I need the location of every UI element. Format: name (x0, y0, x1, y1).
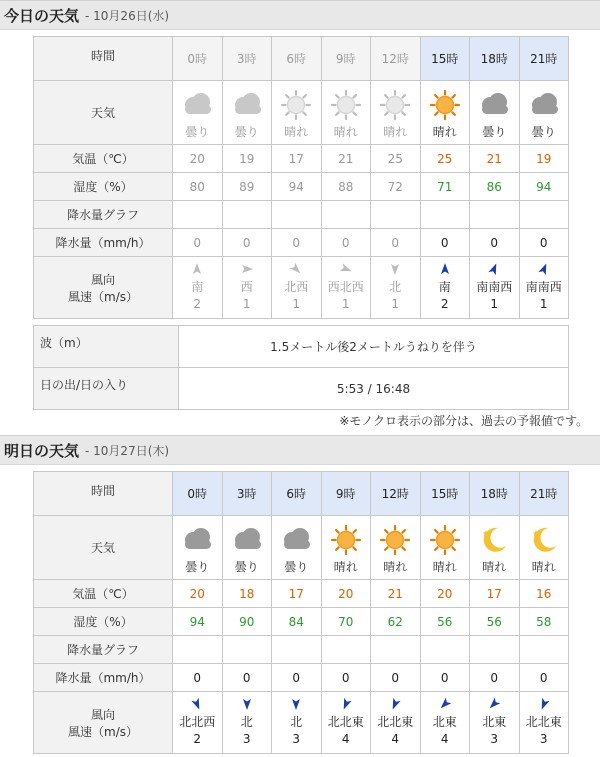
wind-speed: 1 (292, 297, 301, 311)
temp-cell: 21 (371, 580, 421, 608)
hour-cell: 12時 (371, 37, 421, 81)
cloud-icon (476, 89, 512, 121)
wind-dir-label: 風向 (90, 272, 115, 287)
rain-cell: 0 (173, 229, 223, 257)
humidity-cell: 89 (222, 173, 272, 201)
row-label-wind (34, 692, 173, 754)
wind-speed: 2 (440, 297, 449, 311)
wind-direction: 北北西 (179, 715, 216, 729)
humidity-cell: 56 (420, 608, 470, 636)
sun-label: 日の出/日の入り (34, 368, 179, 410)
wind-speed-label: 風速（m/s） (68, 724, 138, 739)
weather-cell (420, 516, 470, 580)
rain-cell: 0 (321, 664, 371, 692)
wind-arrow-icon (190, 698, 204, 710)
wind-direction: 南南西 (525, 280, 562, 294)
weather-cell (371, 516, 421, 580)
weather-text: 曇り (234, 560, 259, 574)
wind-cell (470, 692, 520, 754)
rain-graph-cell (519, 201, 569, 229)
wind-cell (173, 257, 223, 319)
weather-cell (321, 81, 371, 145)
sun-icon (427, 89, 463, 121)
weather-text: 晴れ (284, 125, 309, 139)
rain-graph-cell (173, 636, 223, 664)
wind-cell (519, 257, 569, 319)
temp-cell: 20 (173, 145, 223, 173)
weather-text: 曇り (185, 560, 210, 574)
humidity-cell: 72 (371, 173, 421, 201)
cloud-icon (179, 524, 215, 556)
wind-cell (222, 692, 272, 754)
temp-cell: 21 (470, 145, 520, 173)
wind-speed: 1 (341, 297, 350, 311)
row-label-temp: 気温（℃） (34, 580, 173, 608)
rain-cell: 0 (519, 664, 569, 692)
wind-cell (470, 257, 520, 319)
sun-icon (377, 524, 413, 556)
tomorrow-date: - 10月27日(木) (85, 443, 170, 458)
rain-graph-cell (420, 201, 470, 229)
rain-cell: 0 (222, 664, 272, 692)
temp-cell: 17 (272, 145, 322, 173)
humidity-cell: 84 (272, 608, 322, 636)
sun-icon (328, 89, 364, 121)
wind-direction: 南 (191, 280, 204, 294)
rain-cell: 0 (173, 664, 223, 692)
wind-arrow-icon (289, 263, 303, 275)
sun-icon (427, 524, 463, 556)
wind-arrow-icon (487, 698, 501, 710)
humidity-cell: 94 (272, 173, 322, 201)
row-label-time: 時間 (34, 472, 173, 516)
rain-graph-cell (222, 201, 272, 229)
weather-text: 晴れ (432, 560, 457, 574)
past-forecast-note: ※モノクロ表示の部分は、過去の予報値です。 (339, 414, 588, 428)
sun-value: 5:53 / 16:48 (179, 368, 569, 410)
hour-cell: 3時 (222, 37, 272, 81)
wind-arrow-icon (537, 263, 551, 275)
today-forecast-table (33, 36, 569, 319)
temp-cell: 20 (173, 580, 223, 608)
wind-arrow-icon (438, 263, 452, 275)
wind-arrow-icon (240, 263, 254, 275)
hour-cell: 18時 (470, 472, 520, 516)
rain-graph-cell (272, 201, 322, 229)
wind-arrow-icon (190, 263, 204, 275)
wind-direction: 北 (290, 715, 303, 729)
humidity-cell: 80 (173, 173, 223, 201)
wind-arrow-icon (339, 263, 353, 275)
sun-icon (377, 89, 413, 121)
cloud-icon (526, 89, 562, 121)
today-title: 今日の天気 (4, 6, 80, 25)
wind-direction: 北北東 (525, 715, 562, 729)
temp-cell: 21 (321, 145, 371, 173)
wind-cell (371, 257, 421, 319)
weather-cell (519, 81, 569, 145)
weather-cell (420, 81, 470, 145)
wind-cell (321, 257, 371, 319)
weather-text: 曇り (284, 560, 309, 574)
hour-cell: 12時 (371, 472, 421, 516)
rain-graph-cell (222, 636, 272, 664)
row-label-weather: 天気 (34, 81, 173, 145)
wind-cell (222, 257, 272, 319)
wind-speed: 1 (490, 297, 499, 311)
row-label-rain: 降水量（mm/h） (34, 664, 173, 692)
humidity-cell: 56 (470, 608, 520, 636)
cloud-icon (229, 524, 265, 556)
temp-cell: 17 (272, 580, 322, 608)
tomorrow-header (0, 435, 600, 465)
rain-graph-cell (371, 201, 421, 229)
wind-arrow-icon (537, 698, 551, 710)
wind-arrow-icon (487, 263, 501, 275)
rain-cell: 0 (371, 664, 421, 692)
weather-cell (519, 516, 569, 580)
wind-speed: 4 (440, 732, 449, 746)
weather-text: 曇り (185, 125, 210, 139)
weather-text: 晴れ (383, 125, 408, 139)
wind-arrow-icon (240, 698, 254, 710)
rain-cell: 0 (470, 664, 520, 692)
wind-direction: 北西 (284, 280, 309, 294)
cloud-icon (229, 89, 265, 121)
wind-direction: 北東 (432, 715, 457, 729)
weather-cell (470, 516, 520, 580)
rain-cell: 0 (321, 229, 371, 257)
hour-cell: 0時 (173, 472, 223, 516)
wind-speed: 1 (539, 297, 548, 311)
today-header (0, 0, 600, 30)
wind-cell (420, 257, 470, 319)
weather-cell (371, 81, 421, 145)
cloud-icon (278, 524, 314, 556)
wind-dir-label: 風向 (90, 707, 115, 722)
wind-speed: 2 (193, 732, 202, 746)
hour-cell: 15時 (420, 37, 470, 81)
weather-cell (173, 516, 223, 580)
wind-direction: 北北東 (327, 715, 364, 729)
weather-cell (222, 81, 272, 145)
humidity-cell: 88 (321, 173, 371, 201)
humidity-cell: 94 (519, 173, 569, 201)
wind-cell (371, 692, 421, 754)
rain-cell: 0 (272, 664, 322, 692)
row-label-rain-graph: 降水量グラフ (34, 636, 173, 664)
rain-cell: 0 (420, 664, 470, 692)
today-date: - 10月26日(水) (85, 8, 170, 23)
wind-arrow-icon (339, 698, 353, 710)
rain-cell: 0 (470, 229, 520, 257)
hour-cell: 3時 (222, 472, 272, 516)
tomorrow-forecast-table (33, 471, 569, 754)
weather-text: 曇り (234, 125, 259, 139)
humidity-cell: 90 (222, 608, 272, 636)
rain-cell: 0 (519, 229, 569, 257)
row-label-humidity: 湿度（%） (34, 608, 173, 636)
weather-cell (321, 516, 371, 580)
weather-text: 曇り (531, 125, 556, 139)
temp-cell: 17 (470, 580, 520, 608)
temp-cell: 25 (371, 145, 421, 173)
wind-speed: 3 (490, 732, 499, 746)
wave-label: 波（m） (34, 326, 179, 368)
weather-text: 晴れ (482, 560, 507, 574)
hour-cell: 0時 (173, 37, 223, 81)
weather-text: 晴れ (333, 560, 358, 574)
row-label-time: 時間 (34, 37, 173, 81)
wind-direction: 西北西 (327, 280, 364, 294)
wind-arrow-icon (438, 698, 452, 710)
humidity-cell: 58 (519, 608, 569, 636)
rain-graph-cell (173, 201, 223, 229)
weather-cell (222, 516, 272, 580)
hour-cell: 9時 (321, 472, 371, 516)
rain-graph-cell (321, 636, 371, 664)
temp-cell: 19 (519, 145, 569, 173)
rain-graph-cell (321, 201, 371, 229)
moon-icon (476, 524, 512, 556)
rain-cell: 0 (222, 229, 272, 257)
row-label-humidity: 湿度（%） (34, 173, 173, 201)
rain-graph-cell (470, 201, 520, 229)
wind-direction: 北 (389, 280, 402, 294)
wind-cell (272, 692, 322, 754)
tomorrow-title: 明日の天気 (4, 441, 80, 460)
wind-cell (519, 692, 569, 754)
wind-speed-label: 風速（m/s） (68, 289, 138, 304)
weather-cell (470, 81, 520, 145)
rain-graph-cell (519, 636, 569, 664)
rain-graph-cell (371, 636, 421, 664)
wind-cell (321, 692, 371, 754)
wind-direction: 北 (240, 715, 253, 729)
wind-speed: 1 (242, 297, 251, 311)
temp-cell: 25 (420, 145, 470, 173)
humidity-cell: 70 (321, 608, 371, 636)
hour-cell: 15時 (420, 472, 470, 516)
wind-arrow-icon (388, 263, 402, 275)
wind-speed: 3 (242, 732, 251, 746)
hour-cell: 21時 (519, 37, 569, 81)
row-label-temp: 気温（℃） (34, 145, 173, 173)
wind-speed: 3 (539, 732, 548, 746)
temp-cell: 20 (420, 580, 470, 608)
wind-cell (173, 692, 223, 754)
rain-graph-cell (420, 636, 470, 664)
hour-cell: 18時 (470, 37, 520, 81)
rain-graph-cell (272, 636, 322, 664)
wind-speed: 4 (391, 732, 400, 746)
hour-cell: 6時 (272, 37, 322, 81)
wind-arrow-icon (289, 698, 303, 710)
wind-speed: 3 (292, 732, 301, 746)
wind-direction: 北東 (482, 715, 507, 729)
wind-direction: 北北東 (377, 715, 414, 729)
hour-cell: 9時 (321, 37, 371, 81)
humidity-cell: 94 (173, 608, 223, 636)
sun-icon (328, 524, 364, 556)
weather-cell (272, 81, 322, 145)
wind-direction: 南南西 (476, 280, 513, 294)
moon-icon (526, 524, 562, 556)
temp-cell: 20 (321, 580, 371, 608)
wind-speed: 1 (391, 297, 400, 311)
humidity-cell: 86 (470, 173, 520, 201)
rain-cell: 0 (420, 229, 470, 257)
wave-value: 1.5メートル後2メートルうねりを伴う (179, 326, 569, 368)
rain-graph-cell (470, 636, 520, 664)
weather-cell (272, 516, 322, 580)
today-wave-table (33, 325, 569, 410)
hour-cell: 21時 (519, 472, 569, 516)
hour-cell: 6時 (272, 472, 322, 516)
weather-text: 晴れ (432, 125, 457, 139)
weather-text: 晴れ (333, 125, 358, 139)
temp-cell: 18 (222, 580, 272, 608)
wind-arrow-icon (388, 698, 402, 710)
cloud-icon (179, 89, 215, 121)
temp-cell: 16 (519, 580, 569, 608)
row-label-weather: 天気 (34, 516, 173, 580)
row-label-rain: 降水量（mm/h） (34, 229, 173, 257)
wind-direction: 南 (438, 280, 451, 294)
row-label-wind (34, 257, 173, 319)
rain-cell: 0 (371, 229, 421, 257)
weather-cell (173, 81, 223, 145)
weather-text: 晴れ (383, 560, 408, 574)
rain-cell: 0 (272, 229, 322, 257)
wind-speed: 4 (341, 732, 350, 746)
wind-direction: 西 (240, 280, 253, 294)
wind-cell (420, 692, 470, 754)
humidity-cell: 62 (371, 608, 421, 636)
sun-icon (278, 89, 314, 121)
temp-cell: 19 (222, 145, 272, 173)
wind-speed: 2 (193, 297, 202, 311)
row-label-rain-graph: 降水量グラフ (34, 201, 173, 229)
wind-cell (272, 257, 322, 319)
humidity-cell: 71 (420, 173, 470, 201)
weather-text: 曇り (482, 125, 507, 139)
weather-text: 晴れ (531, 560, 556, 574)
